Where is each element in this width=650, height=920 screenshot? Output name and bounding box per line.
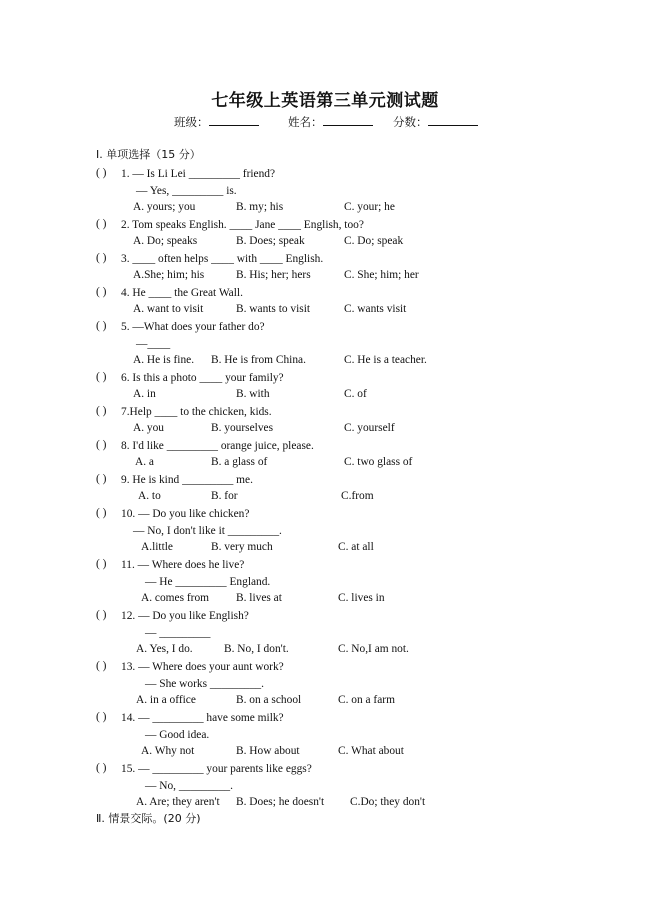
option-a[interactable]: A. Do; speaks bbox=[133, 235, 198, 247]
option-c[interactable]: C. No,I am not. bbox=[338, 643, 409, 655]
answer-paren[interactable]: ( ) bbox=[96, 286, 107, 298]
answer-paren[interactable]: ( ) bbox=[96, 167, 107, 179]
option-a[interactable]: A. yours; you bbox=[133, 201, 196, 213]
option-b[interactable]: B. How about bbox=[236, 745, 300, 757]
option-c[interactable]: C. two glass of bbox=[344, 456, 413, 468]
question-text: 4. He ____ the Great Wall. bbox=[121, 287, 243, 299]
question-subline: — Good idea. bbox=[145, 729, 210, 741]
answer-paren[interactable]: ( ) bbox=[96, 558, 107, 570]
question-subline: — No, I don't like it _________. bbox=[133, 525, 282, 537]
option-a[interactable]: A.little bbox=[141, 541, 173, 553]
answer-paren[interactable]: ( ) bbox=[96, 218, 107, 230]
answer-paren[interactable]: ( ) bbox=[96, 439, 107, 451]
score-label: 分数： bbox=[393, 115, 428, 129]
option-b[interactable]: B. He is from China. bbox=[211, 354, 306, 366]
question-text: 7.Help ____ to the chicken, kids. bbox=[121, 406, 272, 418]
answer-paren[interactable]: ( ) bbox=[96, 711, 107, 723]
answer-paren[interactable]: ( ) bbox=[96, 473, 107, 485]
option-a[interactable]: A. He is fine. bbox=[133, 354, 195, 366]
option-c[interactable]: C.Do; they don't bbox=[350, 796, 426, 808]
option-b[interactable]: B. Does; he doesn't bbox=[236, 796, 325, 808]
option-a[interactable]: A. in bbox=[133, 388, 156, 400]
question-text: 12. — Do you like English? bbox=[121, 610, 249, 622]
option-b[interactable]: B. Does; speak bbox=[236, 235, 305, 247]
answer-paren[interactable]: ( ) bbox=[96, 371, 107, 383]
question-text: 1. — Is Li Lei _________ friend? bbox=[121, 168, 276, 180]
score-field bbox=[393, 114, 478, 130]
question-text: 13. — Where does your aunt work? bbox=[121, 661, 284, 673]
option-a[interactable]: A. Why not bbox=[141, 745, 195, 757]
option-a[interactable]: A. want to visit bbox=[133, 303, 204, 315]
question-text: 14. — _________ have some milk? bbox=[121, 712, 284, 724]
question-subline: — _________ bbox=[145, 627, 211, 639]
option-a[interactable]: A. a bbox=[135, 456, 154, 468]
option-b[interactable]: B. on a school bbox=[236, 694, 302, 706]
section-2-heading: Ⅱ. 情景交际。(20 分) bbox=[96, 812, 201, 825]
question-subline: — He _________ England. bbox=[145, 576, 271, 588]
option-c[interactable]: C. She; him; her bbox=[344, 269, 419, 281]
option-c[interactable]: C. of bbox=[344, 388, 367, 400]
option-c[interactable]: C.from bbox=[341, 490, 374, 502]
class-blank[interactable] bbox=[209, 114, 259, 126]
question-text: 15. — _________ your parents like eggs? bbox=[121, 763, 312, 775]
option-b[interactable]: B. lives at bbox=[236, 592, 282, 604]
option-b[interactable]: B. very much bbox=[211, 541, 273, 553]
option-c[interactable]: C. wants visit bbox=[344, 303, 407, 315]
option-b[interactable]: B. wants to visit bbox=[236, 303, 311, 315]
question-text: 10. — Do you like chicken? bbox=[121, 508, 250, 520]
option-a[interactable]: A. Yes, I do. bbox=[136, 643, 193, 655]
answer-paren[interactable]: ( ) bbox=[96, 609, 107, 621]
question-text: 6. Is this a photo ____ your family? bbox=[121, 372, 284, 384]
option-a[interactable]: A.She; him; his bbox=[133, 269, 205, 281]
answer-paren[interactable]: ( ) bbox=[96, 405, 107, 417]
option-c[interactable]: C. He is a teacher. bbox=[344, 354, 427, 366]
option-c[interactable]: C. on a farm bbox=[338, 694, 395, 706]
question-subline: —____ bbox=[136, 338, 171, 350]
answer-paren[interactable]: ( ) bbox=[96, 320, 107, 332]
option-c[interactable]: C. What about bbox=[338, 745, 404, 757]
option-a[interactable]: A. you bbox=[133, 422, 165, 434]
answer-paren[interactable]: ( ) bbox=[96, 762, 107, 774]
question-subline: — She works _________. bbox=[145, 678, 264, 690]
option-a[interactable]: A. to bbox=[138, 490, 161, 502]
option-b[interactable]: B. His; her; hers bbox=[236, 269, 311, 281]
option-b[interactable]: B. with bbox=[236, 388, 270, 400]
answer-paren[interactable]: ( ) bbox=[96, 252, 107, 264]
question-subline: — No, _________. bbox=[145, 780, 233, 792]
option-a[interactable]: A. Are; they aren't bbox=[136, 796, 220, 808]
option-c[interactable]: C. yourself bbox=[344, 422, 395, 434]
option-c[interactable]: C. Do; speak bbox=[344, 235, 404, 247]
name-label: 姓名： bbox=[288, 115, 323, 129]
option-c[interactable]: C. at all bbox=[338, 541, 374, 553]
name-field bbox=[288, 114, 373, 130]
option-b[interactable]: B. for bbox=[211, 490, 238, 502]
answer-paren[interactable]: ( ) bbox=[96, 507, 107, 519]
option-b[interactable]: B. yourselves bbox=[211, 422, 274, 434]
class-label: 班级： bbox=[174, 115, 209, 129]
option-a[interactable]: A. in a office bbox=[136, 694, 196, 706]
question-text: 5. —What does your father do? bbox=[121, 321, 265, 333]
option-b[interactable]: B. my; his bbox=[236, 201, 284, 213]
option-a[interactable]: A. comes from bbox=[141, 592, 210, 604]
option-c[interactable]: C. your; he bbox=[344, 201, 395, 213]
score-blank[interactable] bbox=[428, 114, 478, 126]
section-1-heading: Ⅰ. 单项选择（15 分） bbox=[96, 148, 201, 161]
question-text: 3. ____ often helps ____ with ____ English. bbox=[121, 253, 324, 265]
page-title: 七年级上英语第三单元测试题 bbox=[211, 91, 439, 111]
name-blank[interactable] bbox=[323, 114, 373, 126]
option-c[interactable]: C. lives in bbox=[338, 592, 385, 604]
question-text: 9. He is kind _________ me. bbox=[121, 474, 253, 486]
question-text: 8. I'd like _________ orange juice, please. bbox=[121, 440, 314, 452]
answer-paren[interactable]: ( ) bbox=[96, 660, 107, 672]
question-text: 2. Tom speaks English. ____ Jane ____ English, too? bbox=[121, 219, 364, 231]
class-field bbox=[174, 114, 259, 130]
option-b[interactable]: B. a glass of bbox=[211, 456, 268, 468]
option-b[interactable]: B. No, I don't. bbox=[224, 643, 289, 655]
question-text: 11. — Where does he live? bbox=[121, 559, 245, 571]
question-subline: — Yes, _________ is. bbox=[136, 185, 237, 197]
